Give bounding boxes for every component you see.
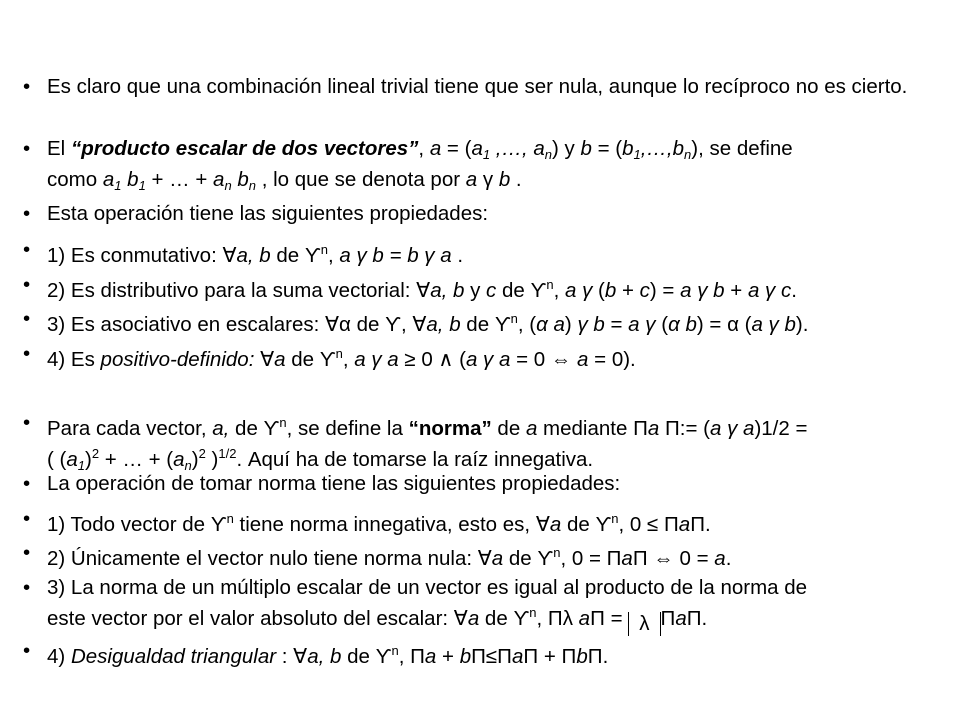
upsilon-symbol: ϒ bbox=[304, 244, 321, 267]
math-expression: a γ bbox=[564, 279, 593, 302]
list-item bbox=[23, 201, 940, 226]
bullet: • bbox=[23, 137, 31, 160]
upsilon-symbol: ϒ bbox=[513, 607, 530, 630]
text-span: Π. bbox=[686, 607, 708, 630]
math-var: a bbox=[102, 168, 115, 191]
text-span: . bbox=[791, 279, 797, 302]
math-var: b bbox=[580, 137, 592, 160]
forall-symbol: ∀ bbox=[453, 607, 468, 630]
text-span: = ( bbox=[441, 137, 472, 160]
text-span: ( bbox=[738, 313, 752, 336]
text-span: Π:= ( bbox=[659, 417, 710, 440]
text-span: Π. bbox=[587, 645, 609, 668]
upsilon-symbol: ϒ bbox=[494, 313, 511, 336]
text-span: de bbox=[285, 348, 320, 371]
text-span: + … + bbox=[145, 168, 214, 191]
text-span: , se define la bbox=[286, 417, 409, 440]
list-item bbox=[23, 506, 940, 537]
text-span: ) bbox=[205, 448, 219, 471]
text-span: Π + bbox=[523, 645, 562, 668]
list-item bbox=[23, 74, 940, 99]
math-var: b bbox=[576, 645, 588, 668]
bullet: • bbox=[23, 75, 31, 98]
subscript: 1 bbox=[482, 147, 491, 162]
math-var: b bbox=[622, 137, 634, 160]
math-var: a, b bbox=[307, 645, 342, 668]
text-span: de bbox=[496, 279, 531, 302]
subscript: 1 bbox=[138, 178, 146, 193]
list-item bbox=[23, 638, 940, 669]
math-var: a, b bbox=[236, 244, 271, 267]
text-span: de bbox=[270, 244, 305, 267]
upsilon-symbol: ϒ bbox=[375, 645, 392, 668]
text-span: Π ⇔ 0 = bbox=[632, 547, 715, 570]
text-span: , 0 ≤ bbox=[618, 513, 664, 536]
term-producto-escalar: “producto escalar de dos vectores” bbox=[70, 137, 419, 160]
text-span: ( ( bbox=[47, 448, 67, 471]
text-span: ) bbox=[85, 448, 92, 471]
math-expression: a γ c bbox=[747, 279, 792, 302]
math-var: b bbox=[498, 168, 511, 191]
text-span: mediante bbox=[537, 417, 634, 440]
text-span: , bbox=[418, 137, 430, 160]
text-span: ≥ 0 ∧ ( bbox=[398, 348, 466, 371]
math-var: a bbox=[525, 417, 538, 440]
math-var: a bbox=[621, 547, 633, 570]
bullet: • bbox=[23, 342, 31, 365]
text-span: 4) Es bbox=[47, 348, 101, 371]
math-var: b bbox=[459, 645, 472, 668]
text-span: Para cada vector, bbox=[47, 417, 213, 440]
subscript: n bbox=[224, 178, 232, 193]
text-span: de bbox=[460, 313, 495, 336]
list-item bbox=[23, 471, 940, 496]
text-span: ( bbox=[655, 313, 669, 336]
superscript: n bbox=[510, 311, 518, 326]
math-expression: a γ a bbox=[465, 348, 511, 371]
text-span: de bbox=[491, 417, 526, 440]
math-var: c bbox=[639, 279, 650, 302]
text-span: El bbox=[47, 137, 71, 160]
bullet: • bbox=[23, 238, 31, 261]
superscript: n bbox=[335, 346, 343, 361]
subscript: 1 bbox=[633, 147, 641, 162]
bullet: • bbox=[23, 541, 31, 564]
math-expression: a γ b bbox=[680, 279, 725, 302]
text-span: + … + ( bbox=[99, 448, 174, 471]
bullet: • bbox=[23, 202, 31, 225]
text-span: : bbox=[276, 645, 294, 668]
text-span: , 0 = bbox=[560, 547, 607, 570]
math-expression: a γ bbox=[628, 313, 656, 336]
text-span: Π = bbox=[590, 607, 629, 630]
text-span: + bbox=[724, 279, 748, 302]
alpha-symbol: α bbox=[727, 313, 739, 336]
math-expression: a γ a bbox=[710, 417, 755, 440]
math-expression: α b bbox=[668, 313, 697, 336]
math-var: a bbox=[467, 607, 480, 630]
norm-bracket: Π bbox=[660, 607, 676, 630]
math-var: a bbox=[274, 348, 286, 371]
superscript: n bbox=[226, 511, 234, 526]
text-span: . bbox=[510, 168, 522, 191]
math-var: c bbox=[486, 279, 497, 302]
text-span: 1) Todo vector de bbox=[47, 513, 211, 536]
math-var: a bbox=[471, 137, 483, 160]
list-item bbox=[23, 272, 940, 303]
item-text: Esta operación tiene las siguientes propiedades: bbox=[47, 202, 489, 225]
superscript: 2 bbox=[198, 446, 206, 461]
list-item bbox=[23, 341, 940, 372]
math-var: a bbox=[675, 607, 687, 630]
text-span: + bbox=[616, 279, 640, 302]
forall-symbol: ∀ bbox=[412, 313, 427, 336]
math-var: b bbox=[121, 168, 139, 191]
text-span: Π. bbox=[690, 513, 711, 536]
math-var: a, b bbox=[426, 313, 461, 336]
text-span: este vector por el valor absoluto del escalar: bbox=[47, 607, 454, 630]
upsilon-symbol: ϒ bbox=[263, 417, 280, 440]
forall-symbol: ∀ bbox=[535, 513, 550, 536]
superscript: 2 bbox=[91, 446, 100, 461]
subscript: n bbox=[684, 147, 692, 162]
text-span: . bbox=[725, 547, 732, 570]
bullet: • bbox=[23, 273, 31, 296]
math-var: a bbox=[173, 448, 185, 471]
text-span: ), se define bbox=[691, 137, 793, 160]
forall-symbol: ∀ bbox=[293, 645, 308, 668]
upsilon-symbol: ϒ bbox=[530, 279, 547, 302]
text-span: 3) Es asociativo en escalares: bbox=[47, 313, 326, 336]
math-expression: a γ b = b γ a bbox=[339, 244, 452, 267]
bullet: • bbox=[23, 411, 31, 434]
text-span: + bbox=[436, 645, 460, 668]
lambda-symbol: λ bbox=[639, 612, 650, 635]
math-var: b bbox=[231, 168, 249, 191]
text-span: . Aquí ha de tomarse la raíz innegativa. bbox=[236, 448, 594, 471]
math-var: a bbox=[714, 547, 726, 570]
superscript: n bbox=[279, 415, 287, 430]
text-span: ). bbox=[795, 313, 809, 336]
list-item bbox=[23, 410, 940, 478]
text-span: ( bbox=[592, 279, 605, 302]
text-span: = bbox=[604, 313, 629, 336]
math-text: ,…, bbox=[640, 137, 673, 160]
list-item bbox=[23, 540, 940, 571]
text-span: Π≤Π bbox=[471, 645, 512, 668]
math-var: a bbox=[465, 168, 478, 191]
text-span: ) bbox=[564, 313, 578, 336]
text-span: tiene norma innegativa, esto es, bbox=[233, 513, 536, 536]
text-span: , bbox=[553, 279, 565, 302]
text-span: de bbox=[503, 547, 538, 570]
text-span: 3) La norma de un múltiplo escalar de un vector es igual al producto de la norma de bbox=[47, 576, 808, 599]
math-var: b bbox=[604, 279, 617, 302]
text-span: ) = bbox=[649, 279, 681, 302]
gamma-operator: γ bbox=[477, 168, 499, 191]
text-span: )1/2 = bbox=[754, 417, 808, 440]
bullet: • bbox=[23, 472, 31, 495]
math-var: a bbox=[533, 137, 545, 160]
forall-symbol: ∀ bbox=[222, 244, 237, 267]
subscript: n bbox=[544, 147, 553, 162]
upsilon-symbol: ϒ bbox=[319, 348, 336, 371]
text-span: de bbox=[341, 645, 376, 668]
upsilon-symbol: ϒ bbox=[210, 513, 227, 536]
list-item bbox=[23, 306, 940, 337]
math-var: a bbox=[491, 547, 504, 570]
text-span: ) bbox=[191, 448, 199, 471]
text-span: de bbox=[561, 513, 596, 536]
text-span: , lo que se denota por bbox=[256, 168, 466, 191]
math-text: ,…, bbox=[490, 137, 534, 160]
superscript: 1/2 bbox=[218, 446, 237, 461]
text-span: 4) bbox=[47, 645, 71, 668]
math-var: a bbox=[511, 645, 524, 668]
text-span: = 0 ⇔ bbox=[510, 348, 578, 371]
text-span: , bbox=[398, 645, 411, 668]
subscript: n bbox=[248, 178, 257, 193]
math-expression: a γ b bbox=[751, 313, 796, 336]
subscript: 1 bbox=[114, 178, 122, 193]
superscript: n bbox=[529, 605, 537, 620]
norm-bracket: Π bbox=[663, 513, 679, 536]
superscript: n bbox=[546, 277, 554, 292]
text-span: , bbox=[400, 313, 413, 336]
norm-bracket: Π bbox=[633, 417, 648, 440]
text-span: , bbox=[536, 607, 548, 630]
upsilon-symbol: ϒ bbox=[385, 313, 401, 336]
math-var: a, bbox=[212, 417, 230, 440]
math-expression: α a bbox=[536, 313, 565, 336]
math-expression: a γ a bbox=[354, 348, 399, 371]
forall-symbol: ∀ bbox=[477, 547, 492, 570]
superscript: n bbox=[391, 643, 399, 658]
math-var: a bbox=[66, 448, 78, 471]
text-span: = 0). bbox=[588, 348, 636, 371]
text-span: . bbox=[451, 244, 464, 267]
text-span: , bbox=[342, 348, 355, 371]
text-span: y bbox=[464, 279, 487, 302]
bullet: • bbox=[23, 507, 31, 530]
text-span: de bbox=[229, 417, 264, 440]
norm-bracket: Π bbox=[410, 645, 425, 668]
norm-bracket: Π bbox=[606, 547, 622, 570]
math-var: a bbox=[424, 645, 437, 668]
math-expression: γ b bbox=[577, 313, 605, 336]
bullet: • bbox=[23, 576, 31, 599]
item-text: La operación de tomar norma tiene las siguientes propiedades: bbox=[47, 472, 621, 495]
text-span: , bbox=[327, 244, 340, 267]
text-span: de bbox=[479, 607, 514, 630]
list-item bbox=[23, 575, 940, 636]
forall-symbol: ∀ bbox=[254, 348, 275, 371]
norm-bracket: Π bbox=[561, 645, 577, 668]
math-var: b bbox=[672, 137, 685, 160]
upsilon-symbol: ϒ bbox=[537, 547, 554, 570]
list-item bbox=[23, 237, 940, 268]
absolute-value bbox=[628, 612, 660, 636]
math-var: a bbox=[678, 513, 691, 536]
term-desigualdad-triangular: Desigualdad triangular bbox=[70, 645, 277, 668]
forall-alpha-symbol: ∀α bbox=[325, 313, 351, 336]
math-var: a bbox=[213, 168, 225, 191]
text-span: como bbox=[47, 168, 103, 191]
forall-symbol: ∀ bbox=[416, 279, 431, 302]
math-var: a, b bbox=[430, 279, 465, 302]
math-var: a bbox=[549, 513, 562, 536]
bullet: • bbox=[23, 307, 31, 330]
subscript: n bbox=[184, 458, 192, 473]
term-positivo-definido: positivo-definido: bbox=[100, 348, 255, 371]
text-span: 2) Es distributivo para la suma vectorial: bbox=[47, 279, 417, 302]
list-item bbox=[23, 136, 940, 198]
superscript: n bbox=[611, 511, 619, 526]
bullet: • bbox=[23, 639, 31, 662]
math-var: a bbox=[572, 607, 591, 630]
text-span: ) = bbox=[696, 313, 728, 336]
text-span: ) y bbox=[552, 137, 581, 160]
term-norma: “norma” bbox=[408, 417, 492, 440]
text-span: , ( bbox=[517, 313, 537, 336]
superscript: n bbox=[553, 545, 561, 560]
upsilon-symbol: ϒ bbox=[595, 513, 612, 536]
superscript: n bbox=[320, 242, 328, 257]
math-var: a bbox=[429, 137, 442, 160]
math-var: a bbox=[647, 417, 660, 440]
subscript: 1 bbox=[77, 458, 85, 473]
item-text: Es claro que una combinación lineal trivial tiene que ser nula, aunque lo recíproco no es cierto. bbox=[47, 75, 908, 98]
text-span: de bbox=[350, 313, 386, 336]
norm-lambda: Πλ bbox=[547, 607, 573, 630]
text-span: 2) Únicamente el vector nulo tiene norma nula: bbox=[47, 547, 478, 570]
math-var: a bbox=[577, 348, 589, 371]
text-span: 1) Es conmutativo: bbox=[47, 244, 223, 267]
text-span: = ( bbox=[591, 137, 623, 160]
